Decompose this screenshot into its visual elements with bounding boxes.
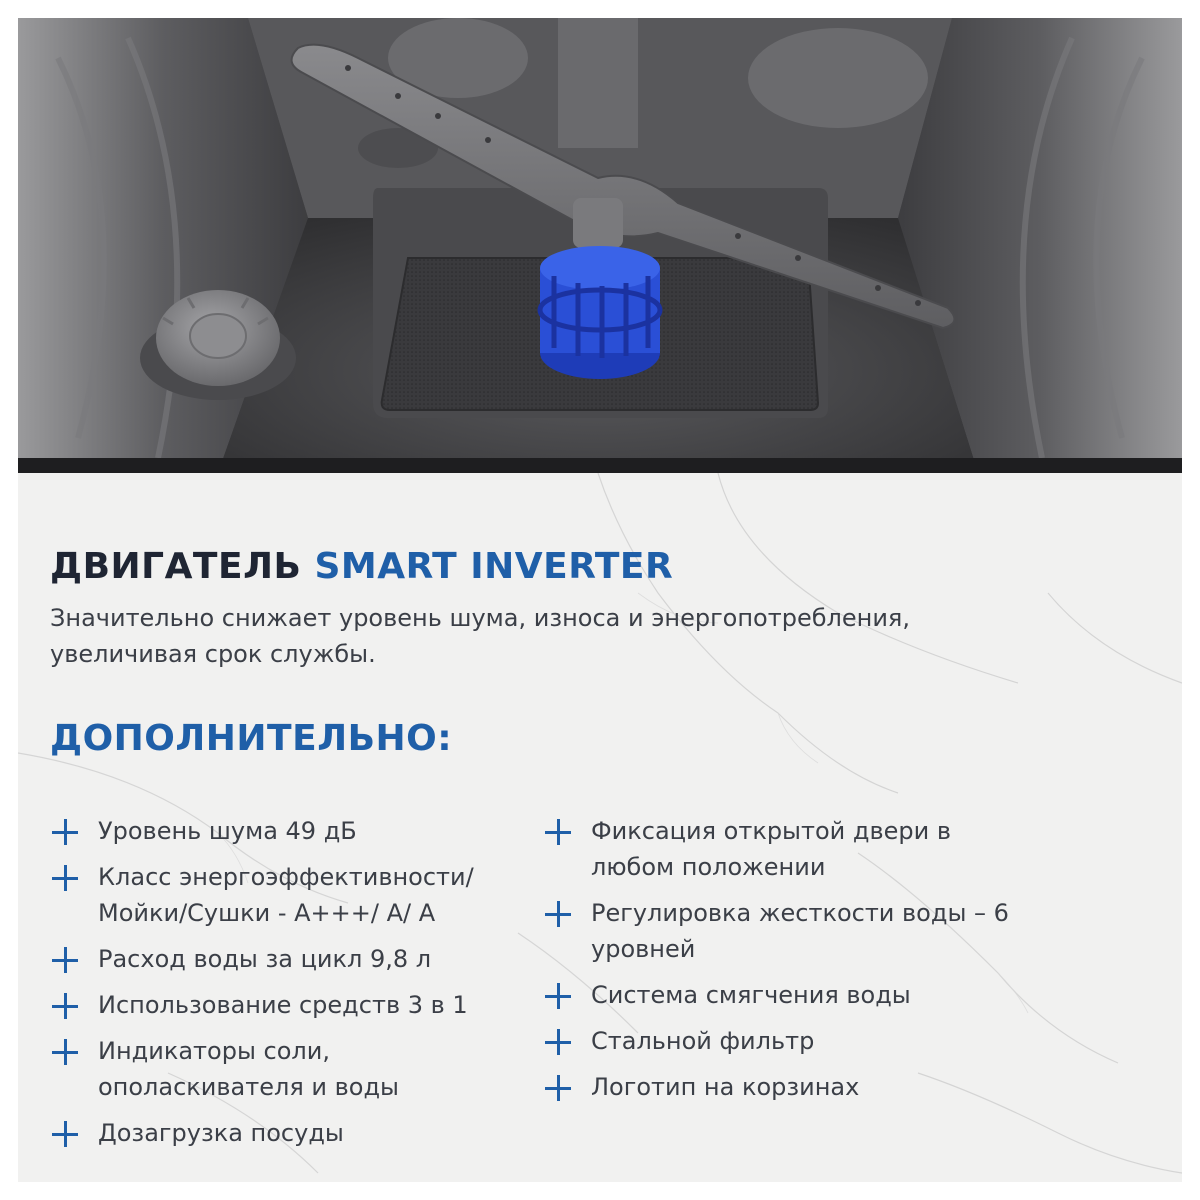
dishwasher-interior-photo (18, 18, 1182, 473)
feature-text: Стальной фильтр (591, 1027, 815, 1055)
feature-item (543, 1069, 1013, 1105)
plus-icon (545, 1029, 571, 1055)
headline-accent: SMART INVERTER (314, 546, 674, 587)
feature-item (543, 1023, 1013, 1059)
description: Значительно снижает уровень шума, износа и энергопотребления, увеличивая срок службы. (50, 604, 910, 668)
features-left-list (50, 813, 520, 1161)
extras-title: ДОПОЛНИТЕЛЬНО: (50, 718, 453, 759)
feature-text: Расход воды за цикл 9,8 л (98, 945, 432, 973)
feature-text: Дозагрузка посуды (98, 1119, 344, 1147)
headline (50, 546, 673, 587)
feature-item (50, 941, 520, 977)
feature-item (50, 1033, 520, 1105)
plus-icon (545, 901, 571, 927)
plus-icon (52, 1039, 78, 1065)
feature-item (543, 977, 1013, 1013)
feature-item (50, 987, 520, 1023)
plus-icon (52, 947, 78, 973)
feature-item (50, 813, 520, 849)
plus-icon (52, 1121, 78, 1147)
plus-icon (545, 1075, 571, 1101)
feature-text: Логотип на корзинах (591, 1073, 860, 1101)
info-panel (18, 473, 1182, 1182)
features-right-list (543, 813, 1013, 1115)
headline-main: ДВИГАТЕЛЬ (50, 546, 302, 587)
feature-text: Фиксация открытой двери в любом положении (591, 817, 951, 881)
plus-icon (545, 819, 571, 845)
feature-text: Система смягчения воды (591, 981, 911, 1009)
plus-icon (52, 865, 78, 891)
feature-item (543, 813, 1013, 885)
feature-text: Класс энергоэффективности/ Мойки/Сушки - А+++/ А/ А (98, 863, 474, 927)
feature-text: Уровень шума 49 дБ (98, 817, 357, 845)
feature-item (50, 859, 520, 931)
plus-icon (545, 983, 571, 1009)
plus-icon (52, 819, 78, 845)
feature-text: Использование средств 3 в 1 (98, 991, 468, 1019)
product-feature-card (18, 18, 1182, 1182)
plus-icon (52, 993, 78, 1019)
feature-item (50, 1115, 520, 1151)
feature-text: Регулировка жесткости воды – 6 уровней (591, 899, 1009, 963)
feature-text: Индикаторы соли, ополаскивателя и воды (98, 1037, 399, 1101)
feature-item (543, 895, 1013, 967)
